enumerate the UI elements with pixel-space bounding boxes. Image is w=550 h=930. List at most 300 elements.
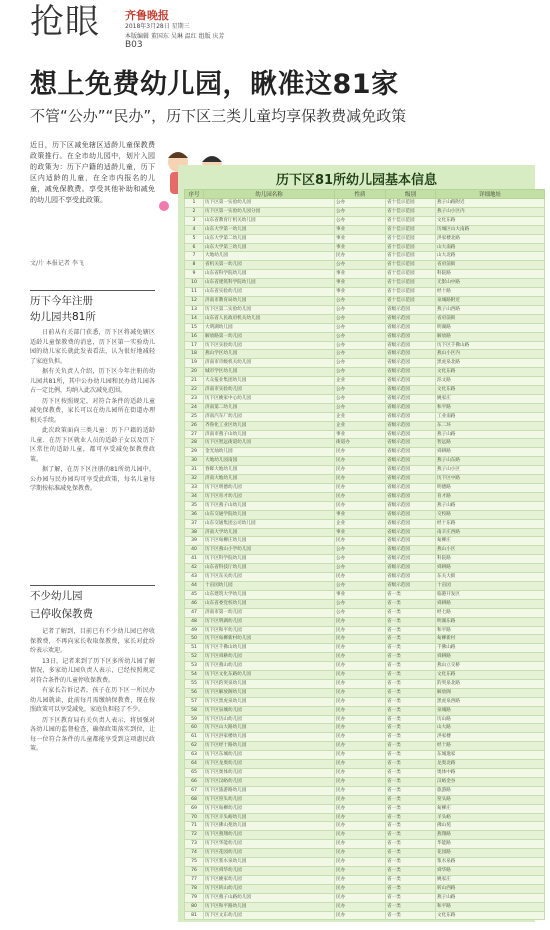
cell-name: 历下区甸柳庄幼儿园: [204, 537, 335, 546]
cell-nature: 民办: [335, 537, 386, 546]
cell-name: 历下区东城幼儿园: [204, 751, 335, 760]
table-row: [185, 786, 545, 795]
cell-number: 45: [185, 590, 204, 599]
cell-nature: 民办: [335, 733, 386, 742]
cell-level: 省一类: [386, 849, 436, 858]
cell-nature: 民办: [335, 751, 386, 760]
cell-nature: 公办: [335, 350, 386, 359]
table-row: [185, 644, 545, 653]
cell-number: 56: [185, 688, 204, 697]
cell-address: 姚家庄: [436, 875, 545, 884]
cell-number: 75: [185, 858, 204, 867]
cell-level: 省级示范园: [386, 350, 436, 359]
paragraph: 13日，记者来到了历下区多所幼儿园了解情况，多家幼儿园负责人表示，已经按照规定对符合条件的儿童停收保教费。: [30, 657, 155, 684]
cell-number: 1: [185, 199, 204, 208]
table-row: [185, 653, 545, 662]
cell-level: 省级示范园: [386, 519, 436, 528]
cell-number: 67: [185, 786, 204, 795]
paragraph: 记者了解到，目前已有不少幼儿园已停收保教费，不再向家长收取保教费，家长对此纷纷表示欢迎。: [30, 628, 155, 654]
cell-name: 山东省科学院幼儿园: [204, 270, 335, 279]
cell-name: 历下区文东幼儿园: [204, 911, 335, 920]
cell-number: 48: [185, 617, 204, 626]
cell-name: 大地幼儿园: [204, 252, 335, 261]
cell-nature: 民办: [335, 875, 386, 884]
table-row: [185, 751, 545, 760]
cell-nature: 企业: [335, 421, 386, 430]
section1-body: [30, 328, 155, 568]
table-row: [185, 671, 545, 680]
cell-number: 49: [185, 626, 204, 635]
cell-number: 66: [185, 777, 204, 786]
cell-level: 省十佳示范园: [386, 296, 436, 305]
table-row: [185, 662, 545, 671]
cell-address: 经十路: [436, 742, 545, 751]
cell-number: 52: [185, 653, 204, 662]
cell-level: 省一类: [386, 866, 436, 875]
cell-nature: 民办: [335, 831, 386, 840]
table-row: [185, 564, 545, 573]
cell-number: 74: [185, 849, 204, 858]
cell-nature: 公办: [335, 314, 386, 323]
cell-name: 历下区佛山苑幼儿园: [204, 822, 335, 831]
cell-name: 历下区转山幼儿园: [204, 884, 335, 893]
cell-name: 山东交通集团公司幼儿园: [204, 519, 335, 528]
cell-address: 龙奥北路: [436, 760, 545, 769]
cell-address: 燕子山路: [436, 893, 545, 902]
paragraph: 据了解，在历下区注册的81所幼儿园中，公办园与民办园均可享受此政策，每名儿童每学期按标准减免保教费。: [30, 466, 155, 492]
cell-level: 省十佳示范园: [386, 216, 436, 225]
cell-nature: 民办: [335, 653, 386, 662]
cell-nature: 民办: [335, 902, 386, 911]
cell-name: 历下区燕翔幼儿园: [204, 831, 335, 840]
cell-address: 佛山苑: [436, 822, 545, 831]
cell-level: 省级示范园: [386, 510, 436, 519]
cell-nature: 民办: [335, 858, 386, 867]
cell-name: 历下区山大路幼儿园: [204, 724, 335, 733]
cell-name: 齐鲁化工业区幼儿园: [204, 421, 335, 430]
cell-level: 省一类: [386, 875, 436, 884]
cell-nature: 公办: [335, 564, 386, 573]
table-row: [185, 386, 545, 395]
cell-level: 省级示范园: [386, 564, 436, 573]
table-row: [185, 635, 545, 644]
table-row: [185, 332, 545, 341]
cell-name: 山东交通学院幼儿园: [204, 510, 335, 519]
cell-address: 十亩园: [436, 581, 545, 590]
cell-level: 省一类: [386, 902, 436, 911]
cell-number: 43: [185, 573, 204, 582]
cell-level: 省级示范园: [386, 448, 436, 457]
cell-number: 18: [185, 350, 204, 359]
cell-name: 春晖大地幼儿园: [204, 466, 335, 475]
cell-address: 交校路: [436, 510, 545, 519]
table-row: [185, 466, 545, 475]
cell-address: 文化东路: [436, 386, 545, 395]
cell-number: 81: [185, 911, 204, 920]
cell-number: 7: [185, 252, 204, 261]
cell-nature: 民办: [335, 617, 386, 626]
cell-nature: 民办: [335, 822, 386, 831]
cell-name: 历下区科学院幼儿园: [204, 555, 335, 564]
table-row: [185, 519, 545, 528]
cell-address: 省府前街: [436, 261, 545, 270]
cell-address: 和平路: [436, 403, 545, 412]
cell-level: 省一类: [386, 626, 436, 635]
cell-address: 东城逸家: [436, 751, 545, 760]
cell-name: 大众报业集团幼儿园: [204, 377, 335, 386]
cell-address: 解放路: [436, 332, 545, 341]
cell-address: 燕山立交桥: [436, 662, 545, 671]
cell-name: 历下区舜华幼儿园: [204, 866, 335, 875]
cell-number: 32: [185, 475, 204, 484]
cell-address: 解放阁: [436, 688, 545, 697]
cell-number: 58: [185, 706, 204, 715]
table-row: [185, 573, 545, 582]
table-row: [185, 742, 545, 751]
cell-name: 历下区姚家幼儿园: [204, 875, 335, 884]
cell-nature: 公办: [335, 555, 386, 564]
cell-name: 山东省实验幼儿园: [204, 288, 335, 297]
cell-nature: 民办: [335, 742, 386, 751]
cell-address: 文化东路: [436, 671, 545, 680]
cell-number: 42: [185, 564, 204, 573]
table-row: [185, 581, 545, 590]
cell-name: 山东建筑大学幼儿园: [204, 590, 335, 599]
cell-address: 甸柳新村: [436, 635, 545, 644]
cell-nature: 事业: [335, 279, 386, 288]
cell-address: 明湖东路: [436, 617, 545, 626]
cell-name: 济南大学幼儿园: [204, 528, 335, 537]
cell-level: 省级示范园: [386, 492, 436, 501]
table-row: [185, 216, 545, 225]
cell-level: 省一类: [386, 733, 436, 742]
cell-address: 和平路: [436, 902, 545, 911]
cell-name: 历下区经十路幼儿园: [204, 742, 335, 751]
cell-name: 历下区第一实验幼儿园分园: [204, 207, 335, 216]
cell-number: 69: [185, 804, 204, 813]
cell-number: 71: [185, 822, 204, 831]
cell-name: 历下区旅游路幼儿园: [204, 786, 335, 795]
cell-level: 省一类: [386, 742, 436, 751]
cell-nature: 民办: [335, 466, 386, 475]
section-divider: [30, 585, 155, 586]
cell-nature: 公办: [335, 323, 386, 332]
table-row: [185, 599, 545, 608]
table-row: [185, 359, 545, 368]
cell-level: 省级示范园: [386, 573, 436, 582]
cell-number: 12: [185, 296, 204, 305]
table-row: [185, 305, 545, 314]
cell-nature: 民办: [335, 448, 386, 457]
cell-level: 省一类: [386, 795, 436, 804]
cell-address: 燕山小区: [436, 546, 545, 555]
cell-number: 17: [185, 341, 204, 350]
cell-level: 省十佳示范园: [386, 234, 436, 243]
cell-nature: 公办: [335, 581, 386, 590]
cell-number: 33: [185, 484, 204, 493]
cell-number: 14: [185, 314, 204, 323]
cell-level: 省十佳示范园: [386, 199, 436, 208]
cell-address: 文化东路: [436, 911, 545, 920]
cell-level: 省级示范园: [386, 323, 436, 332]
cell-level: 省一类: [386, 840, 436, 849]
cell-level: 省级示范园: [386, 501, 436, 510]
cell-address: 舜耕路: [436, 448, 545, 457]
cell-number: 3: [185, 216, 204, 225]
cell-number: 10: [185, 279, 204, 288]
cell-name: 历下区和平幼儿园: [204, 626, 335, 635]
cell-name: 历下区东关幼儿园: [204, 573, 335, 582]
cell-address: 明湖路: [436, 323, 545, 332]
cell-level: 省一类: [386, 893, 436, 902]
paragraph: 有家长告诉记者，孩子在历下区一所民办幼儿园就读，此前每月需缴纳保教费，现在按照政策可以享受减免，家庭负担轻了不少。: [30, 687, 155, 713]
cell-name: 历下区羊头峪幼儿园: [204, 813, 335, 822]
cell-level: 省级示范园: [386, 537, 436, 546]
section2-title: 不少幼儿园: [30, 590, 83, 602]
cell-name: 历下区舜耕幼儿园: [204, 653, 335, 662]
cell-nature: 公办: [335, 599, 386, 608]
cell-nature: 民办: [335, 884, 386, 893]
table-row: [185, 902, 545, 911]
cell-level: 省一类: [386, 813, 436, 822]
cell-number: 11: [185, 288, 204, 297]
cell-level: 省一类: [386, 599, 436, 608]
table-row: [185, 350, 545, 359]
table-row: [185, 626, 545, 635]
cell-nature: 公办: [335, 296, 386, 305]
cell-number: 22: [185, 386, 204, 395]
cell-name: 济南市实验幼儿园: [204, 386, 335, 395]
cell-number: 68: [185, 795, 204, 804]
cell-address: 泺文路: [436, 377, 545, 386]
table-row: [185, 492, 545, 501]
cell-nature: 民办: [335, 849, 386, 858]
cell-address: 窑头路: [436, 795, 545, 804]
column-header-number: 序号: [185, 190, 204, 199]
cell-nature: 民办: [335, 573, 386, 582]
table-row: [185, 884, 545, 893]
cell-address: 智远路: [436, 439, 545, 448]
cell-nature: 公办: [335, 207, 386, 216]
cell-nature: 民办: [335, 769, 386, 778]
cell-level: 省一类: [386, 671, 436, 680]
table-row: [185, 875, 545, 884]
table-row: [185, 893, 545, 902]
cell-level: 省级示范园: [386, 368, 436, 377]
cell-level: 省级示范园: [386, 341, 436, 350]
cell-nature: 公办: [335, 394, 386, 403]
cell-name: 济南汽车厂幼儿园: [204, 412, 335, 421]
table-row: [185, 394, 545, 403]
cell-address: 明德路: [436, 484, 545, 493]
cell-name: 山东省人民政府机关幼儿园: [204, 314, 335, 323]
cell-address: 洪家楼: [436, 733, 545, 742]
cell-address: 燕子山路: [436, 430, 545, 439]
cell-number: 50: [185, 635, 204, 644]
cell-nature: 民办: [335, 804, 386, 813]
cell-level: 省级示范园: [386, 555, 436, 564]
paragraph: 据有关负责人介绍，历下区今年注册的幼儿园共81所，其中公办幼儿园和民办幼儿园各占一定比例，均纳入此次减免范围。: [30, 368, 155, 394]
subheadline: 不管“公办”“民办”，历下区三类儿童均享保教费减免政策: [30, 107, 407, 125]
cell-address: 燕子山小区: [436, 466, 545, 475]
cell-address: 文化东路: [436, 368, 545, 377]
table-row: [185, 510, 545, 519]
table-row: [185, 270, 545, 279]
cell-nature: 民办: [335, 475, 386, 484]
cell-nature: 公办: [335, 608, 386, 617]
cell-number: 77: [185, 875, 204, 884]
cell-level: 省级示范园: [386, 475, 436, 484]
cell-number: 39: [185, 537, 204, 546]
cell-address: 临港开发区: [436, 590, 545, 599]
cell-address: 舜华路: [436, 866, 545, 875]
cell-level: 省一类: [386, 786, 436, 795]
cell-nature: 民办: [335, 813, 386, 822]
cell-name: 历下区第二实验幼儿园: [204, 305, 335, 314]
editors-line: 本版编辑 董国东 吴琳 温红 组版 庆芳: [125, 33, 225, 40]
table-row: [185, 243, 545, 252]
cell-number: 79: [185, 893, 204, 902]
table-title: 历下区81所幼儿园基本信息: [275, 173, 438, 188]
cell-address: 转山西路: [436, 884, 545, 893]
cell-nature: 公办: [335, 546, 386, 555]
cell-level: 省级示范园: [386, 377, 436, 386]
cell-nature: 民办: [335, 635, 386, 644]
newspaper-logo: 齐鲁晚报: [125, 9, 169, 22]
cell-nature: 公办: [335, 403, 386, 412]
cell-name: 历下区燕山小学幼儿园: [204, 546, 335, 555]
table-row: [185, 608, 545, 617]
cell-nature: 民办: [335, 760, 386, 769]
cell-level: 省一类: [386, 751, 436, 760]
cell-name: 历下区趵突泉幼儿园: [204, 679, 335, 688]
cell-number: 2: [185, 207, 204, 216]
lead-paragraph: 近日，历下区减免辖区适龄儿童保教费政策推行。在全市幼儿园中，划片入园的政策为：历下户籍的适龄儿童，历下区内适龄的儿童，在全市内报名的儿童，减免保教费。享受其他补助和减免的幼儿园不享受此政策。: [30, 141, 155, 204]
table-row: [185, 769, 545, 778]
table-row: [185, 199, 545, 208]
cell-address: 燕子山东路: [436, 457, 545, 466]
cell-level: 省级示范园: [386, 332, 436, 341]
cell-address: 文化东路: [436, 216, 545, 225]
table-row: [185, 866, 545, 875]
table-row: [185, 314, 545, 323]
cell-address: 奥体中路: [436, 769, 545, 778]
cell-address: 山大北路: [436, 252, 545, 261]
cell-address: 黑虎泉西路: [436, 697, 545, 706]
cell-level: 省级示范园: [386, 412, 436, 421]
cell-nature: 民办: [335, 706, 386, 715]
table-row: [185, 724, 545, 733]
table-row: [185, 706, 545, 715]
table-row: [185, 528, 545, 537]
cell-address: 舜耕路: [436, 653, 545, 662]
cell-name: 历下区实验幼儿园: [204, 341, 335, 350]
cell-name: 历下区文化东路幼儿园: [204, 671, 335, 680]
section1-title: 历下今年注册: [30, 295, 93, 307]
cell-nature: 事业: [335, 243, 386, 252]
cell-number: 8: [185, 261, 204, 270]
cell-level: 省一类: [386, 662, 436, 671]
cell-name: 济南市教育局幼儿园: [204, 296, 335, 305]
cell-nature: 民办: [335, 644, 386, 653]
cell-nature: 民办: [335, 626, 386, 635]
cell-number: 6: [185, 243, 204, 252]
cell-address: 经十东路: [436, 519, 545, 528]
cell-address: 泉城路: [436, 706, 545, 715]
cell-name: 山东大学第二幼儿园: [204, 234, 335, 243]
cell-level: 省级示范园: [386, 528, 436, 537]
table-row: [185, 697, 545, 706]
cell-address: 育才路: [436, 492, 545, 501]
cell-number: 27: [185, 430, 204, 439]
paragraph: 历下区按照规定，对符合条件的适龄儿童减免保教费，家长可以在幼儿园所在街道办理相关手续。: [30, 397, 155, 424]
cell-level: 省级示范园: [386, 394, 436, 403]
paragraph: 日前从有关部门获悉，历下区将减免辖区适龄儿童保教费的消息，历下区第一实验幼儿园的幼儿家长就此发表看法，认为很好地减轻了家庭负担。: [30, 329, 155, 365]
cell-address: 经七路: [436, 608, 545, 617]
cell-address: 山大路: [436, 724, 545, 733]
cell-nature: 民办: [335, 662, 386, 671]
table-row: [185, 849, 545, 858]
cell-number: 55: [185, 679, 204, 688]
cell-nature: 民办: [335, 688, 386, 697]
cell-number: 16: [185, 332, 204, 341]
cell-level: 省一类: [386, 635, 436, 644]
cell-address: 无影山中路: [436, 279, 545, 288]
cell-address: 和平路: [436, 626, 545, 635]
cell-address: 黑虎泉北路: [436, 359, 545, 368]
cell-level: 省一类: [386, 777, 436, 786]
cell-nature: 事业: [335, 234, 386, 243]
cell-address: 东二环: [436, 421, 545, 430]
table-body: [185, 199, 545, 920]
cell-address: 华能路: [436, 840, 545, 849]
cell-name: 历下区燕子山路幼儿园: [204, 893, 335, 902]
cell-number: 34: [185, 492, 204, 501]
cell-nature: 事业: [335, 270, 386, 279]
cell-name: 历下区浆水泉幼儿园: [204, 858, 335, 867]
cell-number: 70: [185, 813, 204, 822]
cell-level: 省十佳示范园: [386, 252, 436, 261]
cell-name: 历下区甸柳幼儿园: [204, 804, 335, 813]
cell-level: 省一类: [386, 706, 436, 715]
table-row: [185, 858, 545, 867]
cell-number: 47: [185, 608, 204, 617]
cell-level: 省一类: [386, 884, 436, 893]
cell-name: 山东省教育厅机关幼儿园: [204, 216, 335, 225]
cell-number: 63: [185, 751, 204, 760]
cell-level: 省一类: [386, 822, 436, 831]
table-row: [185, 403, 545, 412]
column-header-nature: 性质: [335, 190, 386, 199]
cell-number: 59: [185, 715, 204, 724]
cell-number: 57: [185, 697, 204, 706]
cell-nature: 事业: [335, 225, 386, 234]
column-header-name: 幼儿园名称: [204, 190, 335, 199]
paragraph: 此次政策面向三类儿童：历下户籍的适龄儿童、在历下区就业人员的适龄子女以及历下区常住的适龄儿童，都可享受减免保教费政策。: [30, 427, 155, 463]
cell-name: 金光灿幼儿园: [204, 448, 335, 457]
date-line: 2018年3月28日 星期三: [125, 23, 190, 30]
table-row: [185, 777, 545, 786]
cell-level: 省级示范园: [386, 359, 436, 368]
cell-level: 省一类: [386, 804, 436, 813]
cell-address: 燕子山小区内: [436, 207, 545, 216]
table-row: [185, 831, 545, 840]
table-header-row: [185, 190, 545, 199]
cell-name: 山东省科技厅幼儿园: [204, 564, 335, 573]
cell-nature: 公办: [335, 261, 386, 270]
cell-nature: 民办: [335, 679, 386, 688]
table-row: [185, 234, 545, 243]
